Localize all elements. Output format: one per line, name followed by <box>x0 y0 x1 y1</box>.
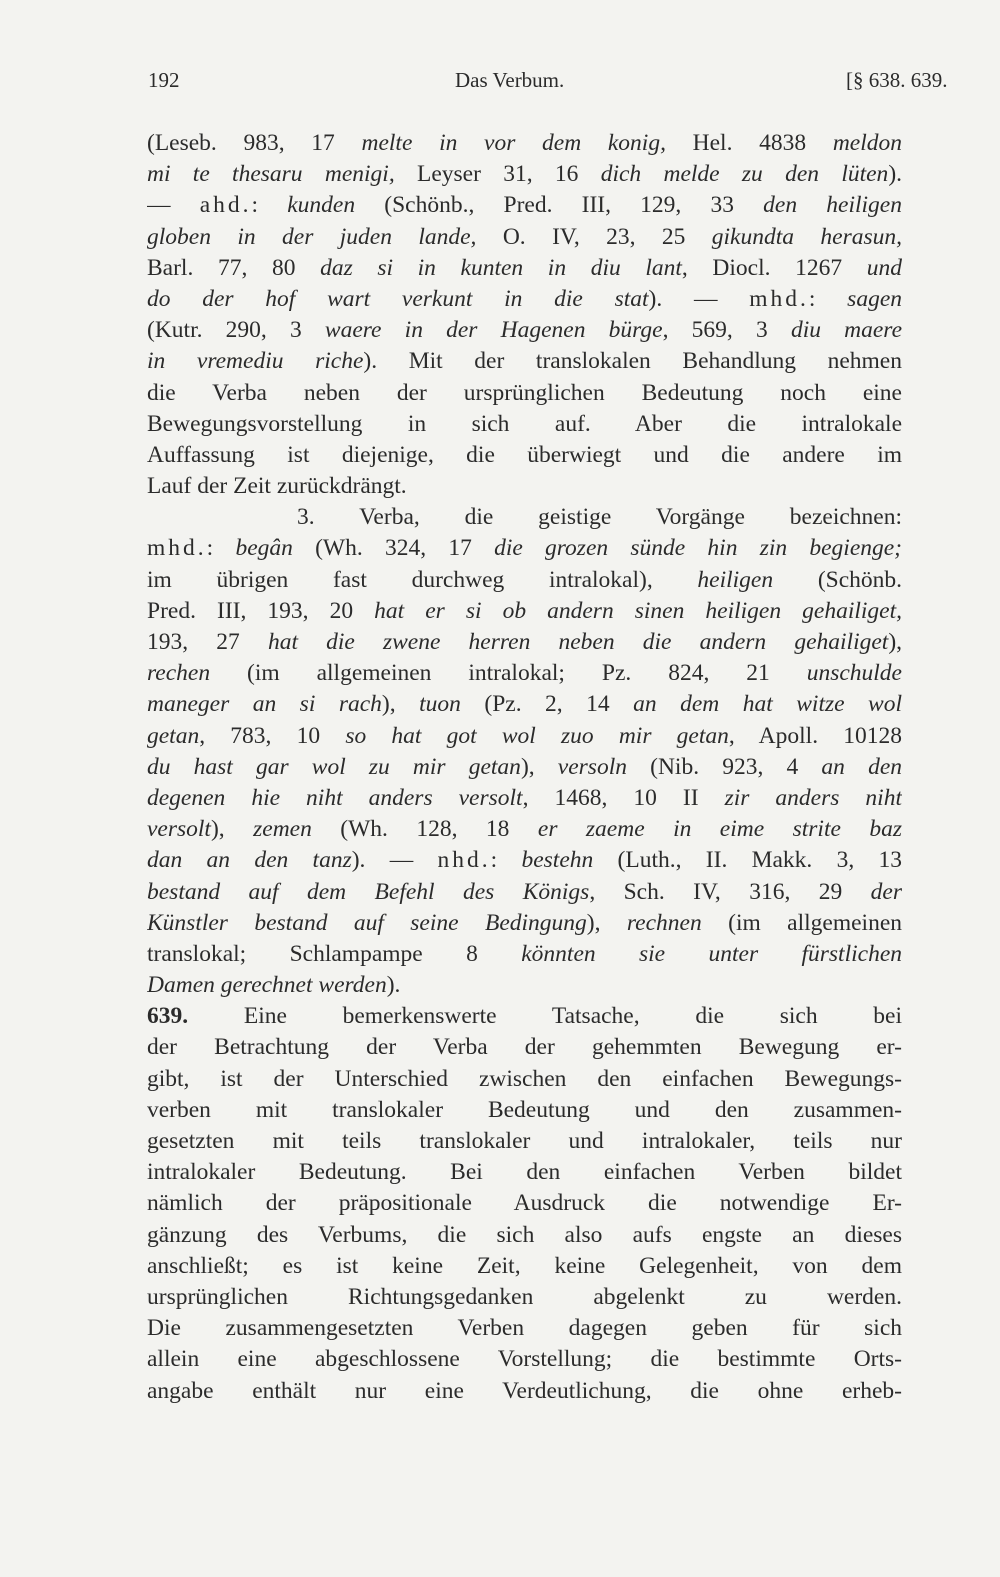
text-segment: ). — <box>351 847 438 874</box>
italic-quote: er zaeme in eime strite baz <box>537 816 902 843</box>
italic-quote: unschulde <box>806 660 902 687</box>
running-title: Das Verbum. <box>455 68 565 92</box>
text-segment: mhd. <box>749 285 809 312</box>
text-segment: (Kutr. 290, 3 <box>147 317 325 344</box>
italic-quote: zir anders niht <box>724 784 902 811</box>
text-line <box>147 877 902 908</box>
text-segment: Leyser 31, 16 <box>417 161 601 188</box>
text-line <box>147 440 902 471</box>
italic-quote: bestand auf dem Befehl des Königs <box>147 878 590 905</box>
text-segment: (Schönb., Pred. III, 129, 33 <box>384 192 764 219</box>
text-line <box>147 1282 902 1313</box>
italic-quote: den heiligen <box>763 192 902 219</box>
text-segment: Barl. 77, 80 <box>147 254 321 281</box>
text-line <box>147 159 902 190</box>
italic-quote: in vremediu riche <box>147 348 364 375</box>
text-line <box>147 689 902 720</box>
italic-quote: gikundta herasun, <box>711 223 902 250</box>
text-segment: (Schönb. <box>817 566 902 593</box>
text-segment: (Wh. 324, 17 <box>315 535 495 562</box>
italic-quote: rechnen <box>626 909 729 936</box>
text-line <box>147 190 902 221</box>
italic-quote: der <box>870 878 902 905</box>
italic-quote: Damen gerechnet werden <box>147 972 387 999</box>
text-segment: Hel. 4838 <box>692 130 833 156</box>
text-line <box>147 1344 902 1375</box>
italic-quote: waere in der Hagenen bürge <box>324 317 663 344</box>
italic-quote: rechen <box>147 660 248 687</box>
text-segment: Pred. III, 193, 20 <box>147 597 375 624</box>
text-segment: (Pz. 2, 14 <box>484 691 634 718</box>
italic-quote: an dem hat witze wol <box>633 691 902 718</box>
text-line <box>147 1188 902 1219</box>
text-segment: gänzung des Verbums, die sich also aufs engste an dieses <box>147 1221 902 1248</box>
italic-quote: könnten sie unter fürstlichen <box>521 940 902 967</box>
text-segment: nhd. <box>437 847 491 874</box>
italic-quote: hat die zwene herren neben die andern gehailiget <box>267 629 889 655</box>
text-segment: nämlich der präpositionale Ausdruck die notwendige Er- <box>147 1190 902 1217</box>
italic-quote: und <box>866 254 902 281</box>
text-line <box>147 128 902 159</box>
text-segment: die Verba neben der ursprünglichen Bedeutung noch eine <box>147 379 902 406</box>
body-text <box>147 128 902 1407</box>
text-segment: 193, 27 <box>147 629 268 655</box>
italic-quote: tuon <box>419 691 485 718</box>
italic-quote: melte in vor dem konig, <box>361 130 693 156</box>
italic-quote: mi te thesaru menigi, <box>147 161 417 188</box>
text-line <box>147 378 902 409</box>
text-segment: der Betrachtung der Verba der gehemmten Bewegung er- <box>147 1034 902 1061</box>
text-segment: anschließt; es ist keine Zeit, keine Gelegenheit, von dem <box>147 1252 902 1279</box>
text-segment: Eine bemerkenswerte Tatsache, die sich bei <box>243 1003 902 1030</box>
text-line <box>147 1251 902 1282</box>
text-segment: Auffassung ist diejenige, die überwiegt und die andere im <box>147 441 902 468</box>
text-line <box>147 1376 902 1407</box>
text-segment: Bewegungsvorstellung in sich auf. Aber die intralokale <box>147 410 902 437</box>
text-line <box>147 1064 902 1095</box>
text-segment: : <box>808 285 848 312</box>
text-segment: gesetzten mit teils translokaler und intralokaler, teils nur <box>147 1128 902 1154</box>
text-segment: translokal; Schlampampe 8 <box>147 940 522 967</box>
italic-quote: daz si in kunten in diu lant <box>320 254 682 281</box>
text-segment: : <box>206 535 236 562</box>
text-segment: gibt, ist der Unterschied zwischen den einfachen Bewegungs- <box>147 1065 902 1092</box>
text-line <box>147 596 902 627</box>
section-number: 639. <box>147 1003 244 1030</box>
text-segment: im übrigen fast durchweg intralokal), <box>147 566 698 593</box>
text-segment: (Leseb. 983, 17 <box>147 130 362 156</box>
text-line <box>147 284 902 315</box>
text-line <box>147 346 902 377</box>
text-segment: (im allgemeinen intralokal; Pz. 824, 21 <box>247 660 807 687</box>
text-segment: verben mit translokaler Bedeutung und den zusammen- <box>147 1096 902 1123</box>
text-segment: ), <box>381 691 420 718</box>
page-number: 192 <box>148 68 180 92</box>
text-segment: (Luth., II. Makk. 3, 13 <box>617 847 902 874</box>
italic-quote: zemen <box>253 816 341 843</box>
italic-quote: begân <box>235 535 316 562</box>
text-segment: , Apoll. 10128 <box>728 722 902 749</box>
text-line <box>147 627 902 658</box>
italic-quote: maneger an si rach <box>147 691 382 718</box>
text-segment: ursprünglichen Richtungsgedanken abgelenkt zu werden. <box>147 1283 902 1310</box>
text-segment: mhd. <box>147 535 207 562</box>
text-line <box>147 502 902 533</box>
text-line <box>147 970 902 1001</box>
italic-quote: sagen <box>847 285 902 312</box>
text-segment: , 1468, 10 II <box>522 784 725 811</box>
italic-quote: dich melde zu den lüten <box>600 161 889 188</box>
italic-quote: globen in der juden lande, <box>147 223 503 250</box>
section-reference: [§ 638. 639. <box>846 68 948 92</box>
text-line <box>147 783 902 814</box>
italic-quote: versoln <box>557 753 651 780</box>
text-line <box>147 222 902 253</box>
text-segment: ), <box>888 629 902 655</box>
text-segment: ), <box>210 816 254 843</box>
text-line <box>147 565 902 596</box>
text-line <box>147 721 902 752</box>
text-line <box>147 1095 902 1126</box>
text-line <box>147 1032 902 1063</box>
italic-quote: getan <box>147 722 200 749</box>
text-line <box>147 1001 902 1032</box>
text-segment: intralokaler Bedeutung. Bei den einfachen Verben bildet <box>147 1159 902 1186</box>
italic-quote: versolt <box>147 816 211 843</box>
text-segment: (Nib. 923, 4 <box>650 753 822 780</box>
text-line <box>147 1313 902 1344</box>
text-line <box>147 658 902 689</box>
text-segment: — <box>147 192 200 219</box>
text-line <box>147 253 902 284</box>
text-segment: , 783, 10 <box>199 722 346 749</box>
text-segment: : <box>490 847 522 874</box>
text-segment: Die zusammengesetzten Verben dagegen geben für sich <box>147 1315 902 1342</box>
text-line <box>147 471 902 502</box>
text-segment: : <box>251 192 288 219</box>
text-segment: 3. Verba, die geistige Vorgänge bezeichnen: <box>297 504 902 531</box>
text-line <box>147 1157 902 1188</box>
italic-quote: degenen hie niht anders versolt <box>147 784 523 811</box>
italic-quote: an den <box>821 753 902 780</box>
text-segment: ). — <box>648 285 750 312</box>
text-line <box>147 1220 902 1251</box>
text-segment: (im allgemeinen <box>728 909 902 936</box>
italic-quote: so hat got wol zuo mir getan <box>345 722 729 749</box>
text-line <box>147 752 902 783</box>
text-segment: , 569, 3 <box>662 317 791 344</box>
italic-quote: du hast gar wol zu mir getan <box>147 753 521 780</box>
italic-quote: kunden <box>287 192 385 219</box>
italic-quote: do der hof wart verkunt in die stat <box>147 285 649 312</box>
text-line <box>147 939 902 970</box>
text-segment: ), <box>586 909 627 936</box>
text-line <box>147 908 902 939</box>
text-segment: O. IV, 23, 25 <box>502 223 712 250</box>
italic-quote: meldon <box>832 130 902 156</box>
text-line <box>147 315 902 346</box>
text-segment: ahd. <box>199 192 252 219</box>
italic-quote: diu maere <box>790 317 902 344</box>
italic-quote: dan an den tanz <box>147 847 352 874</box>
italic-quote: bestehn <box>521 847 618 874</box>
text-line <box>147 1126 902 1157</box>
text-segment: ). Mit der translokalen Behandlung nehmen <box>363 348 902 375</box>
text-line <box>147 814 902 845</box>
text-segment: , Diocl. 1267 <box>681 254 867 281</box>
text-segment: ). <box>386 972 401 999</box>
text-line <box>147 533 902 564</box>
text-segment: (Wh. 128, 18 <box>340 816 538 843</box>
text-segment: , Sch. IV, 316, 29 <box>589 878 871 905</box>
text-line <box>147 845 902 876</box>
text-segment: ). <box>888 161 902 188</box>
text-segment: ), <box>520 753 558 780</box>
text-segment: Lauf der Zeit zurückdrängt. <box>147 473 407 500</box>
italic-quote: hat er si ob andern sinen heiligen gehailiget, <box>374 597 902 624</box>
text-segment: angabe enthält nur eine Verdeutlichung, die ohne erheb- <box>147 1377 902 1404</box>
italic-quote: Künstler bestand auf seine Bedingung <box>147 909 587 936</box>
italic-quote: heiligen <box>697 566 818 593</box>
text-line <box>147 409 902 440</box>
italic-quote: die grozen sünde hin zin begienge; <box>494 535 902 562</box>
text-segment: allein eine abgeschlossene Vorstellung; die bestimmte Orts- <box>147 1346 902 1373</box>
